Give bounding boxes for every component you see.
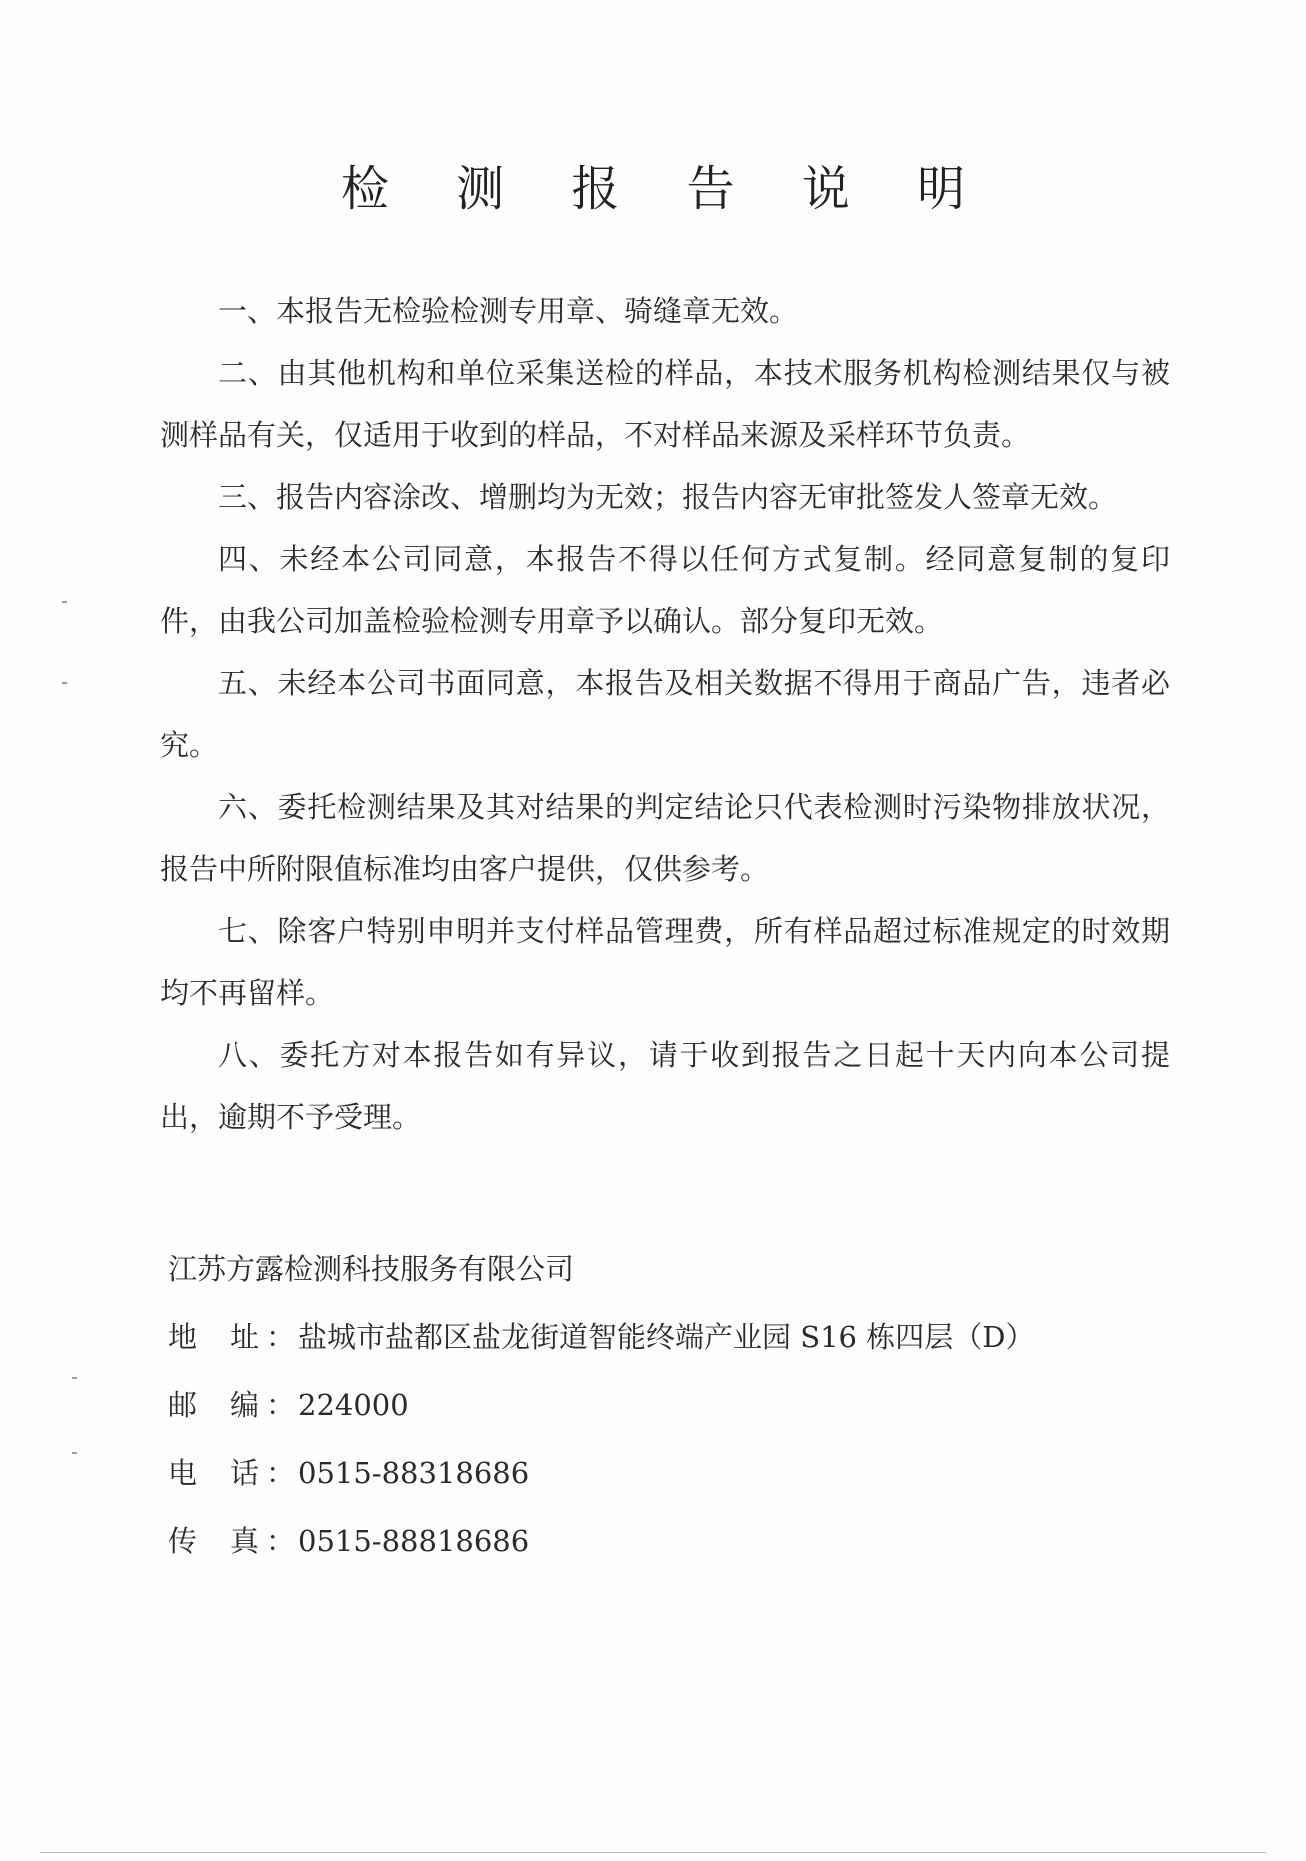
fax-label: 传 真 ：	[168, 1524, 296, 1558]
postcode-label: 邮 编 ：	[168, 1388, 296, 1422]
page-bottom-edge	[40, 1852, 1266, 1853]
phone-row	[168, 1439, 1168, 1507]
clause-2: 二、由其他机构和单位采集送检的样品，本技术服务机构检测结果仅与被测样品有关，仅适用于收到的样品，不对样品来源及采样环节负责。	[160, 356, 1170, 452]
clause-3: 三、报告内容涂改、增删均为无效；报告内容无审批签发人签章无效。	[218, 480, 1118, 514]
company-name: 江苏方露检测科技服务有限公司	[168, 1252, 575, 1286]
address-value: 盐城市盐都区盐龙街道智能终端产业园 S16 栋四层（D）	[298, 1320, 1035, 1354]
clause-8: 八、委托方对本报告如有异议，请于收到报告之日起十天内向本公司提出，逾期不予受理。	[160, 1038, 1170, 1134]
postcode-row	[168, 1371, 1168, 1439]
clause-6: 六、委托检测结果及其对结果的判定结论只代表检测时污染物排放状况，报告中所附限值标准均由客户提供，仅供参考。	[160, 790, 1170, 886]
clause-1: 一、本报告无检验检测专用章、骑缝章无效。	[218, 294, 799, 328]
address-label: 地 址 ：	[168, 1320, 296, 1354]
page-title: 检 测 报 告 说 明	[340, 161, 992, 217]
fax-value: 0515-88818686	[298, 1524, 530, 1558]
fax-row	[168, 1507, 1168, 1575]
scan-speck	[72, 1452, 77, 1454]
address-row	[168, 1303, 1168, 1371]
clause-list	[160, 280, 1170, 1148]
clause-4: 四、未经本公司同意，本报告不得以任何方式复制。经同意复制的复印件，由我公司加盖检验检测专用章予以确认。部分复印无效。	[160, 542, 1170, 638]
phone-value: 0515-88318686	[298, 1456, 530, 1490]
company-info	[168, 1235, 1168, 1575]
scan-speck	[72, 1377, 77, 1379]
postcode-value: 224000	[298, 1388, 409, 1422]
clause-5: 五、未经本公司书面同意，本报告及相关数据不得用于商品广告，违者必究。	[160, 666, 1170, 762]
scan-speck	[62, 601, 67, 603]
clause-7: 七、除客户特别申明并支付样品管理费，所有样品超过标准规定的时效期均不再留样。	[160, 914, 1170, 1010]
phone-label: 电 话 ：	[168, 1456, 296, 1490]
scan-speck	[62, 682, 67, 684]
